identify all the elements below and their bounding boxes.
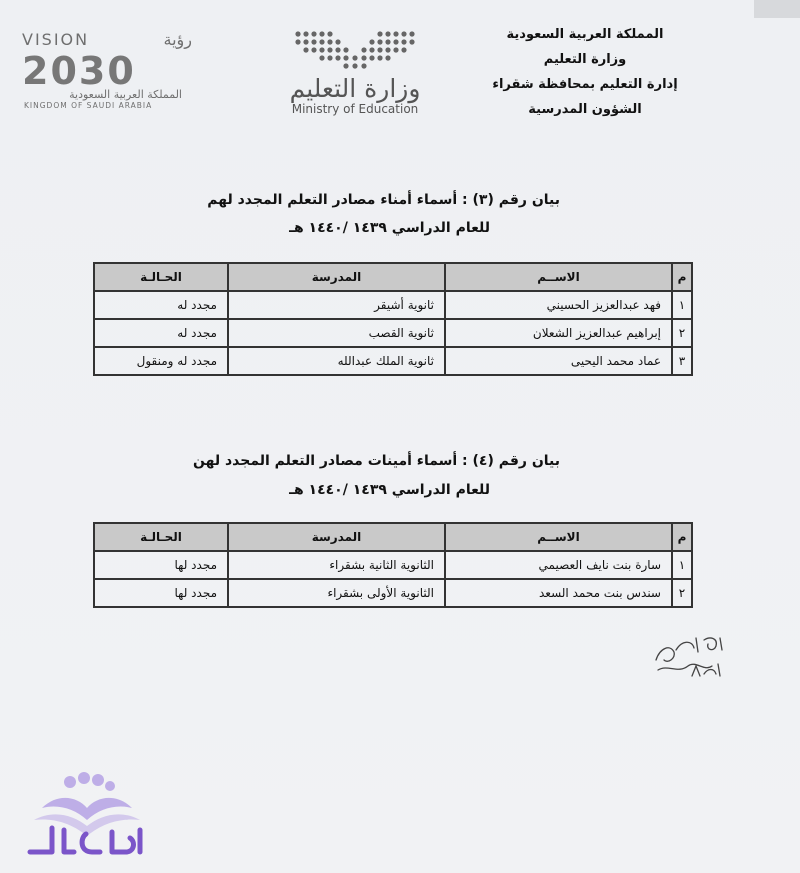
statement-3-title: بيان رقم (٣) : أسماء أمناء مصادر التعلم المجدد لهم xyxy=(207,192,560,208)
row-name: فهد عبدالعزيز الحسيني xyxy=(445,291,672,319)
table-header-row xyxy=(94,523,692,551)
moe-logo-arabic: وزارة التعليم xyxy=(289,74,421,103)
row-num: ٢ xyxy=(672,579,692,607)
vision-word: VISION xyxy=(22,30,90,49)
statement-4-year: للعام الدراسي ١٤٣٩ /١٤٤٠ هـ xyxy=(289,482,490,498)
organization-header xyxy=(465,22,705,122)
row-num: ٣ xyxy=(672,347,692,375)
moe-logo-english: Ministry of Education xyxy=(291,102,419,116)
vision-en-subtitle: KINGDOM OF SAUDI ARABIA xyxy=(24,101,153,110)
handwritten-signature-icon xyxy=(648,630,733,680)
col-header-num: م xyxy=(672,523,692,551)
row-status: مجدد له xyxy=(94,291,228,319)
org-line-section: الشؤون المدرسية xyxy=(528,102,642,117)
statement-4-title: بيان رقم (٤) : أسماء أمينات مصادر التعلم المجدد لهن xyxy=(192,453,560,469)
table-header-row xyxy=(94,263,692,291)
talabna-logo-icon xyxy=(22,768,152,863)
table-row xyxy=(94,347,692,375)
row-status: مجدد لها xyxy=(94,551,228,579)
table-row xyxy=(94,291,692,319)
row-num: ١ xyxy=(672,551,692,579)
col-header-name: الاســم xyxy=(445,263,672,291)
statement-3-year: للعام الدراسي ١٤٣٩ /١٤٤٠ هـ xyxy=(289,220,490,236)
col-header-num: م xyxy=(672,263,692,291)
col-header-status: الحـالـة xyxy=(94,263,228,291)
row-status: مجدد لها xyxy=(94,579,228,607)
table-row xyxy=(94,319,692,347)
row-num: ١ xyxy=(672,291,692,319)
row-school: ثانوية الملك عبدالله xyxy=(228,347,445,375)
row-school: الثانوية الثانية بشقراء xyxy=(228,551,445,579)
table-row xyxy=(94,551,692,579)
scan-corner xyxy=(754,0,800,18)
vision-year: 2030 xyxy=(22,49,136,93)
row-name: إبراهيم عبدالعزيز الشعلان xyxy=(445,319,672,347)
table-row xyxy=(94,579,692,607)
col-header-name: الاســم xyxy=(445,523,672,551)
vision-ar-subtitle: المملكة العربية السعودية xyxy=(69,88,182,101)
row-status: مجدد له ومنقول xyxy=(94,347,228,375)
row-name: سندس بنت محمد السعد xyxy=(445,579,672,607)
col-header-school: المدرسة xyxy=(228,263,445,291)
female-staff-table xyxy=(93,522,693,608)
row-school: ثانوية أشيقر xyxy=(228,291,445,319)
ministry-logo xyxy=(280,28,430,116)
col-header-status: الحـالـة xyxy=(94,523,228,551)
male-staff-table xyxy=(93,262,693,376)
row-school: الثانوية الأولى بشقراء xyxy=(228,579,445,607)
col-header-school: المدرسة xyxy=(228,523,445,551)
vision-ar-word: رؤية xyxy=(163,30,192,49)
row-name: عماد محمد اليحيى xyxy=(445,347,672,375)
row-school: ثانوية القصب xyxy=(228,319,445,347)
org-line-country: المملكة العربية السعودية xyxy=(506,27,664,42)
org-line-department: إدارة التعليم بمحافظة شقراء xyxy=(492,77,678,92)
row-status: مجدد له xyxy=(94,319,228,347)
vision-2030-logo xyxy=(22,30,192,110)
row-num: ٢ xyxy=(672,319,692,347)
org-line-ministry: وزارة التعليم xyxy=(543,52,627,67)
moe-dots-icon xyxy=(290,28,420,74)
row-name: سارة بنت نايف العصيمي xyxy=(445,551,672,579)
